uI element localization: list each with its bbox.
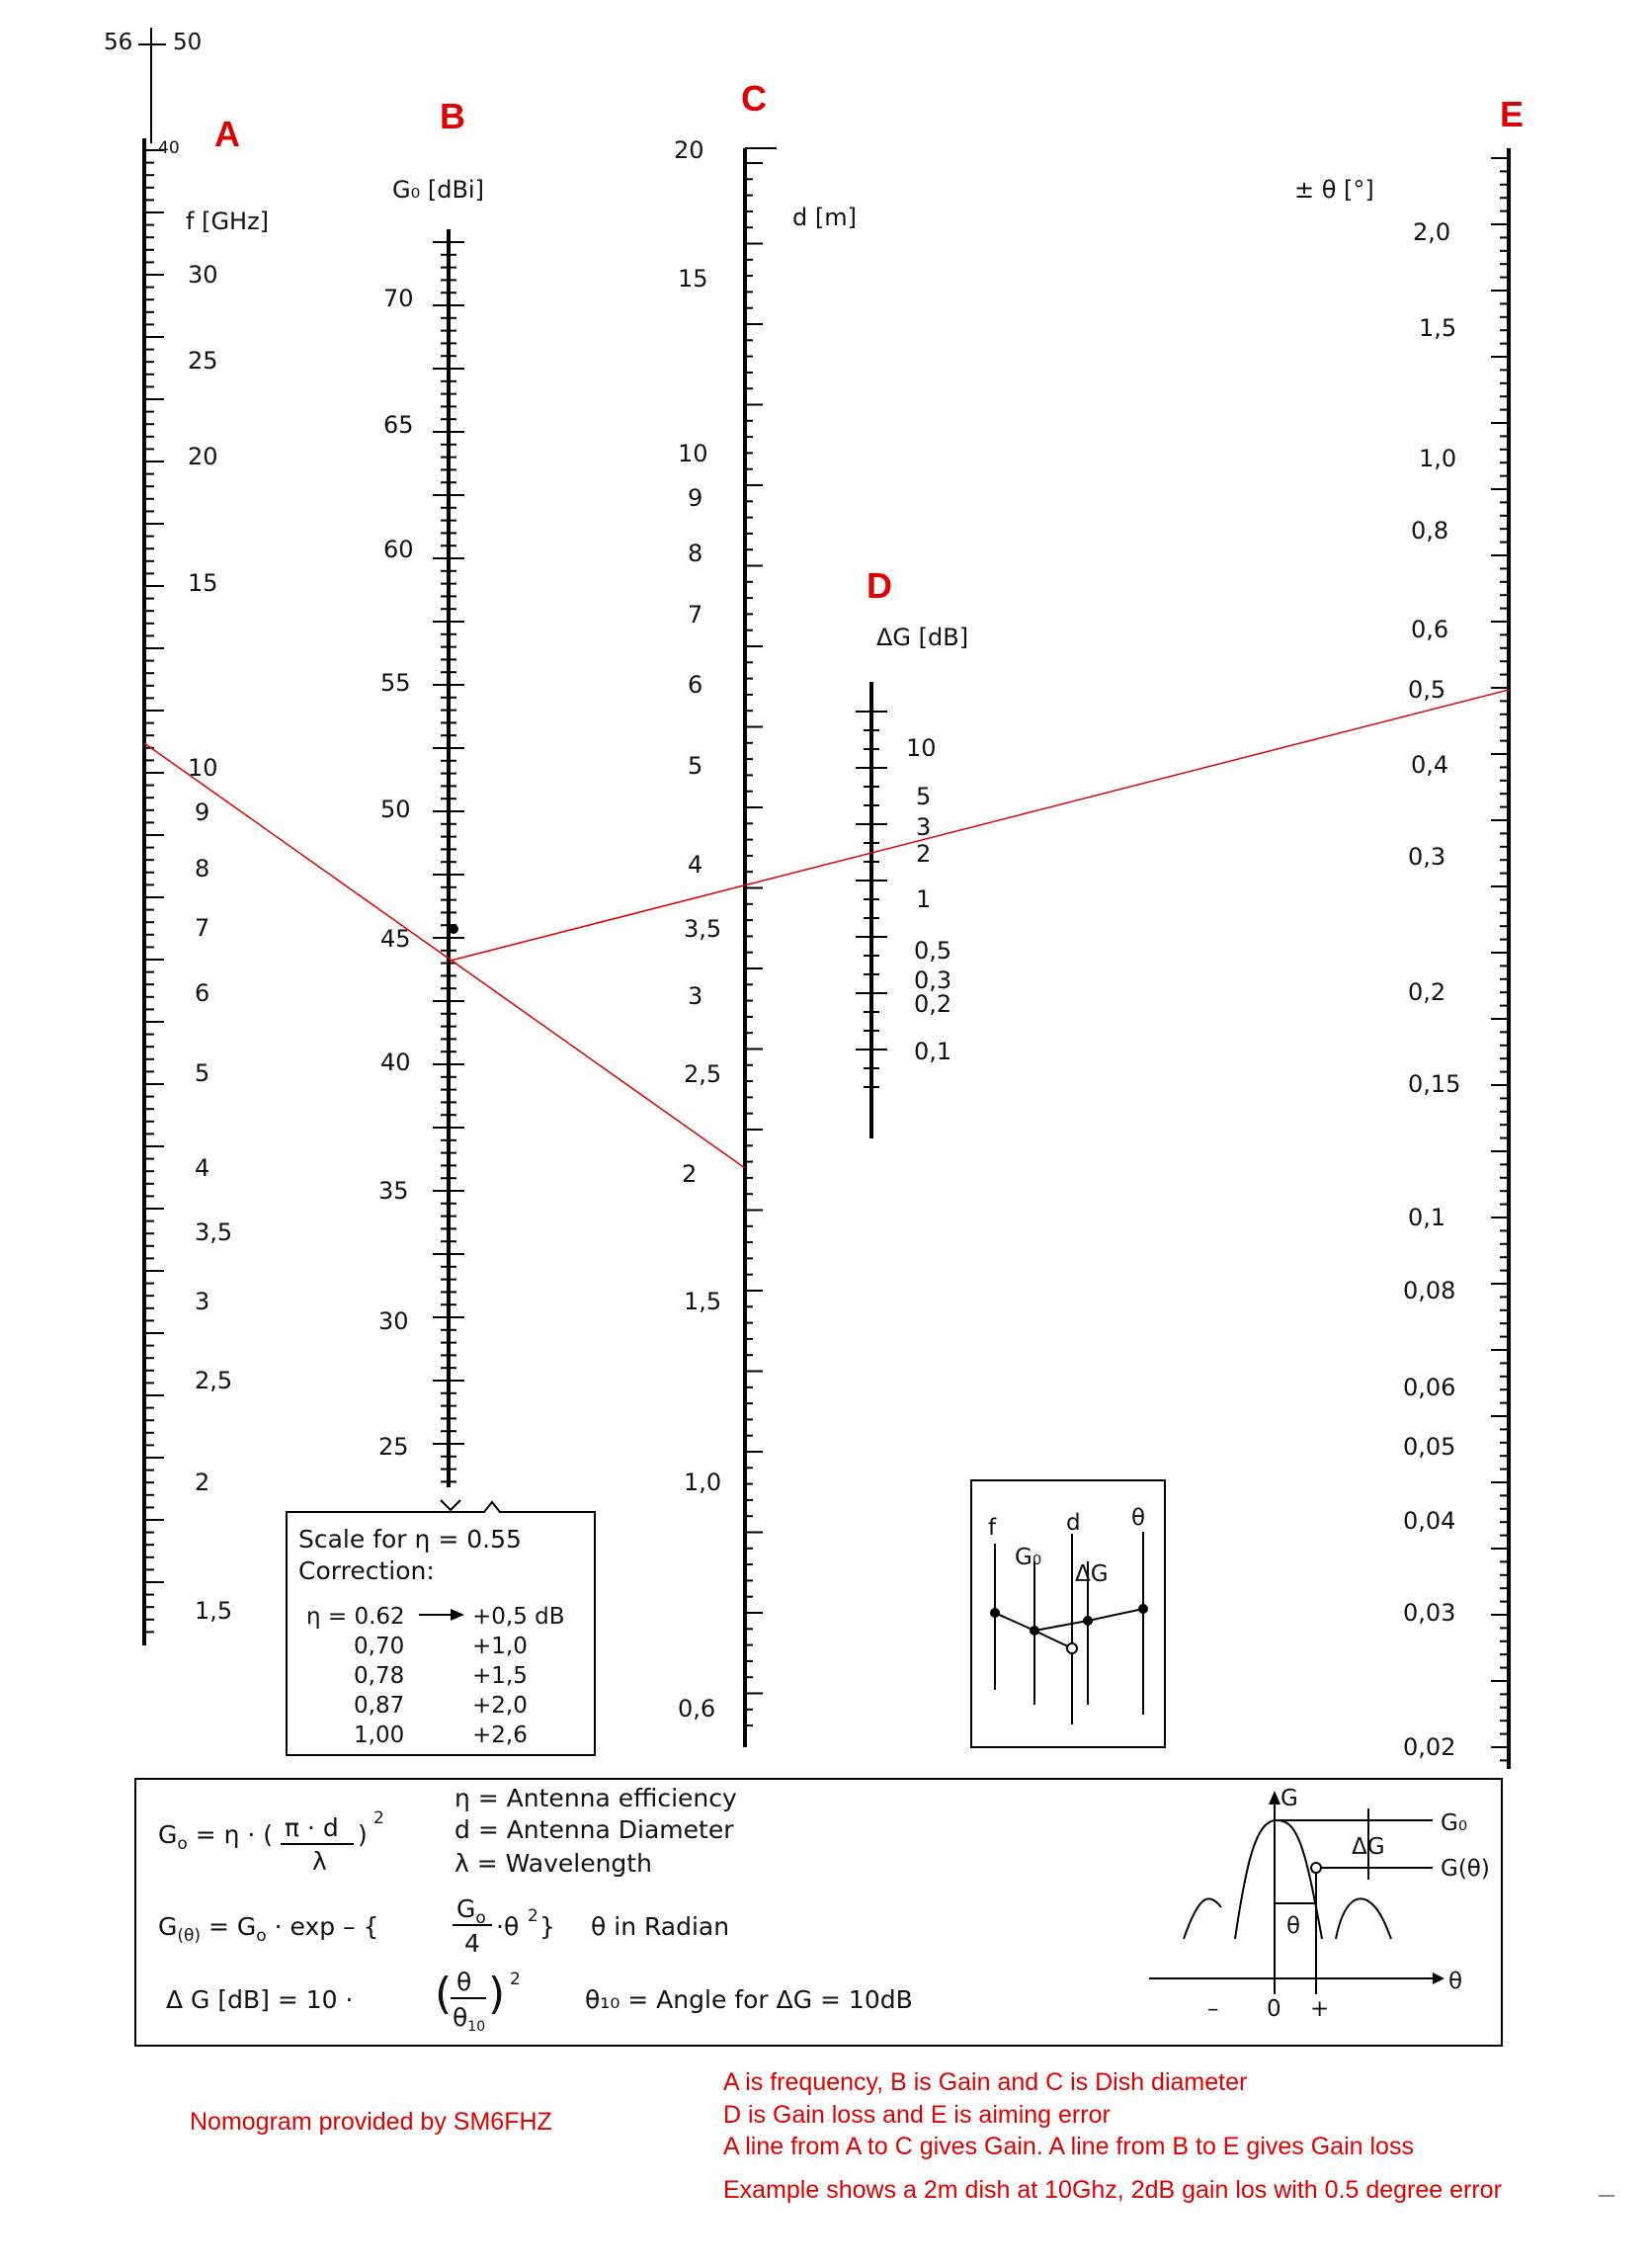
axis-e-aiming-error	[1294, 94, 1524, 1769]
axis-d-tick-label: 0,2	[914, 990, 952, 1018]
axis-e-tick-label: 0,15	[1408, 1070, 1461, 1098]
axis-e-tick-label: 2,0	[1413, 218, 1451, 246]
axis-c-tick-label: 0,6	[678, 1695, 716, 1722]
antenna-pattern-plot	[1149, 1786, 1490, 2022]
axis-a-tick-label: 3	[195, 1288, 210, 1315]
axis-a-tick-label: 25	[188, 347, 218, 375]
correction-eta: 0,78	[354, 1663, 405, 1689]
axis-b-tick-label: 40	[380, 1049, 411, 1076]
inset-theta: θ	[1131, 1505, 1146, 1531]
svg-text:Go: $G_o$	[456, 1894, 486, 1928]
svg-text:}: }	[539, 1912, 555, 1941]
axis-e-letter: E	[1500, 94, 1525, 134]
axis-c-unit: d [m]	[792, 204, 857, 231]
scribble-56: 56	[104, 30, 133, 55]
svg-text:): )	[488, 1969, 506, 2019]
svg-text:G(θ) = Go · exp – {: $G_{(\theta)} = G_o \cdot \exp$ – {	[158, 1912, 379, 1946]
svg-text:Δ G [dB] = 10 ·: Δ G [dB] = 10 ·	[166, 1985, 354, 2014]
explanation-notes	[723, 2068, 1502, 2204]
axis-b-tick-label: 65	[383, 411, 414, 439]
axis-e-tick-label: 0,4	[1411, 751, 1449, 779]
axis-b-tick-label: 30	[378, 1307, 409, 1335]
axis-a-tick-label: 2	[195, 1469, 210, 1496]
note-line: Example shows a 2m dish at 10Ghz, 2dB gain los with 0.5 degree error	[723, 2176, 1502, 2204]
axis-d-ticks	[856, 712, 887, 1087]
pattern-go-label: G₀	[1441, 1810, 1468, 1836]
svg-text:2: 2	[528, 1906, 538, 1926]
svg-text:θ: θ	[456, 1968, 472, 1996]
axis-a-tick-label: 15	[188, 569, 218, 597]
axis-e-tick-label: 0,2	[1408, 978, 1446, 1006]
note-line: A line from A to C gives Gain. A line from B to E gives Gain loss	[723, 2133, 1414, 2160]
axis-a-unit: f [GHz]	[186, 208, 270, 235]
axis-d-tick-label: 5	[916, 783, 932, 810]
axis-a-tick-label: 5	[195, 1059, 210, 1087]
axis-c-letter: C	[741, 78, 767, 119]
pattern-zero: 0	[1267, 1996, 1281, 2022]
axis-a-tick-label: 1,5	[195, 1597, 233, 1625]
axis-e-unit: ± θ [°]	[1294, 176, 1374, 204]
inset-go: G₀	[1015, 1545, 1042, 1570]
axis-e-tick-label: 0,3	[1408, 843, 1446, 871]
correction-db: +0,5 dB	[472, 1604, 565, 1630]
axis-c-tick-label: 3,5	[684, 915, 722, 943]
axis-c-tick-label: 5	[688, 752, 703, 780]
axis-c-tick-label: 2	[682, 1160, 698, 1188]
axis-b-tick-label: 45	[380, 925, 411, 953]
correction-db: +2,0	[472, 1693, 528, 1719]
svg-text:2: 2	[510, 1970, 521, 1989]
axis-b-tick-label: 25	[378, 1433, 409, 1461]
axis-c-tick-label: 3	[688, 982, 703, 1010]
svg-text:·θ: ·θ	[496, 1912, 520, 1941]
axis-c-ticks	[745, 163, 763, 1725]
svg-text:Go = η · (: $G_o = \eta$ · (	[158, 1820, 274, 1854]
pattern-dg-label: ΔG	[1352, 1834, 1385, 1860]
axis-b-gain	[378, 96, 484, 1510]
note-line: D is Gain loss and E is aiming error	[723, 2101, 1111, 2129]
axis-a-tick-label: 10	[188, 754, 218, 782]
formula-g0	[158, 1808, 384, 1876]
axis-d-unit: ΔG [dB]	[876, 624, 969, 651]
correction-db: +1,0	[472, 1634, 528, 1659]
axis-e-tick-label: 0,8	[1411, 517, 1449, 545]
axis-d-tick-label: 0,5	[914, 937, 952, 965]
axis-c-tick-label: 8	[688, 540, 703, 567]
axis-c-tick-label: 15	[678, 265, 708, 293]
def-lambda: λ = Wavelength	[454, 1849, 652, 1878]
axis-a-tick-label: 30	[188, 261, 218, 289]
pattern-g-label: G	[1280, 1786, 1298, 1811]
axis-d-tick-label: 10	[906, 734, 937, 762]
usage-inset	[971, 1480, 1165, 1747]
formula-g-theta	[158, 1894, 555, 1958]
svg-text:2: 2	[373, 1808, 384, 1828]
svg-text:λ: λ	[312, 1847, 327, 1876]
axis-b-tick-label: 60	[383, 536, 414, 563]
axis-d-tick-label: 0,3	[914, 966, 952, 994]
formula-box	[135, 1779, 1502, 2046]
pattern-theta-label: θ	[1286, 1913, 1301, 1939]
inset-f: f	[988, 1515, 997, 1541]
axis-c-tick-label: 1,0	[684, 1469, 722, 1496]
axis-b-letter: B	[440, 96, 465, 136]
axis-c-tick-label: 4	[688, 851, 703, 879]
correction-title-2: Correction:	[298, 1556, 435, 1585]
pattern-minus: –	[1207, 1996, 1219, 2022]
axis-c-tick-label: 1,5	[684, 1288, 722, 1315]
formula-delta-g	[166, 1968, 521, 2035]
axis-e-tick-label: 0,04	[1403, 1507, 1456, 1535]
scribble-40: 40	[158, 138, 180, 158]
axis-c-tick-label: 10	[678, 440, 708, 467]
axis-e-ticks	[1491, 158, 1509, 1760]
axis-a-tick-label: 6	[195, 979, 210, 1007]
axis-a-tick-label: 9	[195, 798, 210, 826]
svg-text:4: 4	[464, 1929, 480, 1958]
correction-eta: 1,00	[354, 1722, 405, 1748]
axis-e-tick-label: 0,6	[1411, 616, 1449, 643]
axis-b-tick-label: 35	[378, 1177, 409, 1205]
def-d: d = Antenna Diameter	[454, 1815, 734, 1844]
example-line-a-to-c	[144, 743, 745, 1168]
svg-text:): )	[358, 1820, 368, 1849]
correction-db: +2,6	[472, 1722, 528, 1748]
axis-b-tick-label: 70	[383, 285, 414, 312]
axis-d-tick-label: 1	[916, 885, 932, 913]
axis-d-tick-label: 3	[916, 813, 932, 841]
axis-e-tick-label: 0,1	[1408, 1204, 1446, 1231]
axis-a-frequency	[144, 114, 269, 1645]
axis-e-tick-label: 0,5	[1408, 676, 1446, 704]
axis-a-letter: A	[214, 114, 240, 154]
axis-a-tick-label: 2,5	[195, 1367, 233, 1394]
axis-a-tick-label: 20	[188, 443, 218, 470]
axis-a-tick-label: 7	[195, 914, 210, 942]
axis-c-tick-label: 2,5	[684, 1060, 722, 1088]
scribble-50: 50	[173, 30, 203, 55]
correction-db: +1,5	[472, 1663, 528, 1689]
axis-a-tick-label: 3,5	[195, 1218, 233, 1246]
axis-b-unit: G₀ [dBi]	[392, 176, 484, 204]
axis-e-tick-label: 0,06	[1403, 1374, 1456, 1401]
axis-a-tick-label: 8	[195, 855, 210, 882]
correction-title-1: Scale for η = 0.55	[298, 1525, 522, 1554]
axis-a-tick-label: 4	[195, 1154, 210, 1182]
correction-eta: η = 0.62	[306, 1604, 405, 1630]
axis-b-tick-label: 55	[380, 669, 411, 697]
axis-e-tick-label: 0,03	[1403, 1599, 1456, 1627]
axis-c-tick-label: 9	[688, 484, 703, 512]
axis-d-tick-label: 2	[916, 840, 932, 868]
axis-d-tick-label: 0,1	[914, 1038, 952, 1065]
axis-e-tick-label: 0,08	[1403, 1277, 1456, 1304]
inset-d: d	[1066, 1510, 1081, 1536]
axis-c-diameter	[674, 78, 857, 1747]
theta-radian-note: θ in Radian	[591, 1912, 730, 1941]
correction-eta: 0,70	[354, 1634, 405, 1659]
pattern-gtheta-label: G(θ)	[1441, 1856, 1490, 1882]
svg-text:θ10: $\theta_{10}$	[453, 2003, 486, 2035]
note-line: A is frequency, B is Gain and C is Dish diameter	[723, 2068, 1248, 2096]
correction-eta: 0,87	[354, 1693, 405, 1719]
axis-e-tick-label: 1,5	[1419, 314, 1457, 342]
axis-e-tick-label: 1,0	[1419, 445, 1457, 472]
svg-text:π · d: π · d	[285, 1813, 339, 1842]
pattern-axis-theta: θ	[1448, 1969, 1463, 1994]
axis-d-letter: D	[867, 565, 892, 606]
top-scribble	[104, 28, 202, 158]
def-eta: η = Antenna efficiency	[454, 1784, 737, 1812]
credit-text: Nomogram provided by SM6FHZ	[190, 2108, 552, 2136]
axis-b-tick-label: 50	[380, 796, 411, 823]
axis-a-ticks	[144, 150, 164, 1632]
theta10-def: θ₁₀ = Angle for ΔG = 10dB	[585, 1985, 913, 2014]
axis-c-tick-label: 7	[688, 601, 703, 629]
svg-text:(: (	[435, 1969, 453, 2019]
inset-dg: ΔG	[1075, 1561, 1109, 1587]
axis-e-tick-label: 0,02	[1403, 1733, 1456, 1761]
pattern-plus: +	[1310, 1996, 1330, 2022]
example-lines	[144, 690, 1509, 1168]
axis-c-tick-label: 6	[688, 671, 703, 699]
axis-c-tick-label: 20	[674, 136, 704, 164]
correction-box	[287, 1502, 595, 1755]
axis-e-tick-label: 0,05	[1403, 1433, 1456, 1461]
example-line-b-to-e	[451, 690, 1509, 961]
